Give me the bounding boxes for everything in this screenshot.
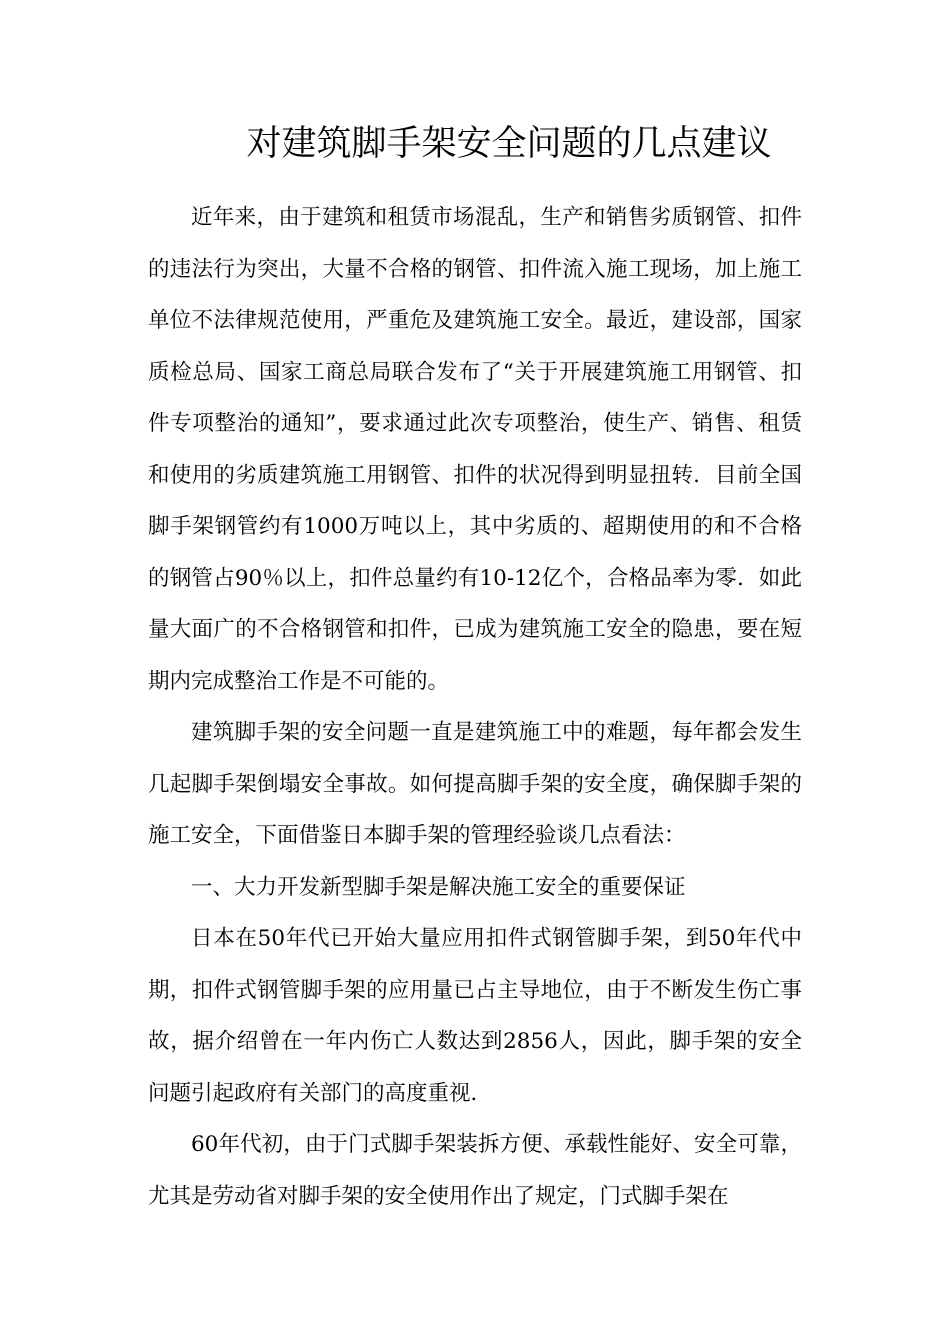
document-title: 对建筑脚手架安全问题的几点建议 bbox=[246, 124, 772, 164]
paragraph-japan-1960s: 60年代初，由于门式脚手架装拆方便、承载性能好、安全可靠，尤其是劳动省对脚手架的安全使用作出了规定，门式脚手架在 bbox=[148, 1132, 802, 1209]
document-body bbox=[148, 192, 802, 1222]
paragraph-japan-1950s: 日本在50年代已开始大量应用扣件式钢管脚手架，到50年代中期，扣件式钢管脚手架的应用量已占主导地位，由于不断发生伤亡事故，据介绍曾在一年内伤亡人数达到2856人，因此，脚手架的安全问题引起政府有关部门的高度重视． bbox=[148, 926, 802, 1106]
paragraph-safety-problem: 建筑脚手架的安全问题一直是建筑施工中的难题，每年都会发生几起脚手架倒塌安全事故。如何提高脚手架的安全度，确保脚手架的施工安全，下面借鉴日本脚手架的管理经验谈几点看法： bbox=[148, 720, 802, 848]
paragraph-market-chaos: 近年来，由于建筑和租赁市场混乱，生产和销售劣质钢管、扣件的违法行为突出，大量不合格的钢管、扣件流入施工现场，加上施工单位不法律规范使用，严重危及建筑施工安全。最近，建设部，国家质检总局、国家工商总局联合发布了“关于开展建筑施工用钢管、扣件专项整治的通知”，要求通过此次专项整治，使生产、销售、租赁和使用的劣质建筑施工用钢管、扣件的状况得到明显扭转．目前全国脚手架钢管约有1000万吨以上，其中劣质的、超期使用的和不合格的钢管占90％以上，扣件总量约有10-12亿个，合格品率为零．如此量大面广的不合格钢管和扣件，已成为建筑施工安全的隐患，要在短期内完成整治工作是不可能的。 bbox=[148, 205, 802, 694]
section-heading-1: 一、大力开发新型脚手架是解决施工安全的重要保证 bbox=[191, 874, 686, 900]
